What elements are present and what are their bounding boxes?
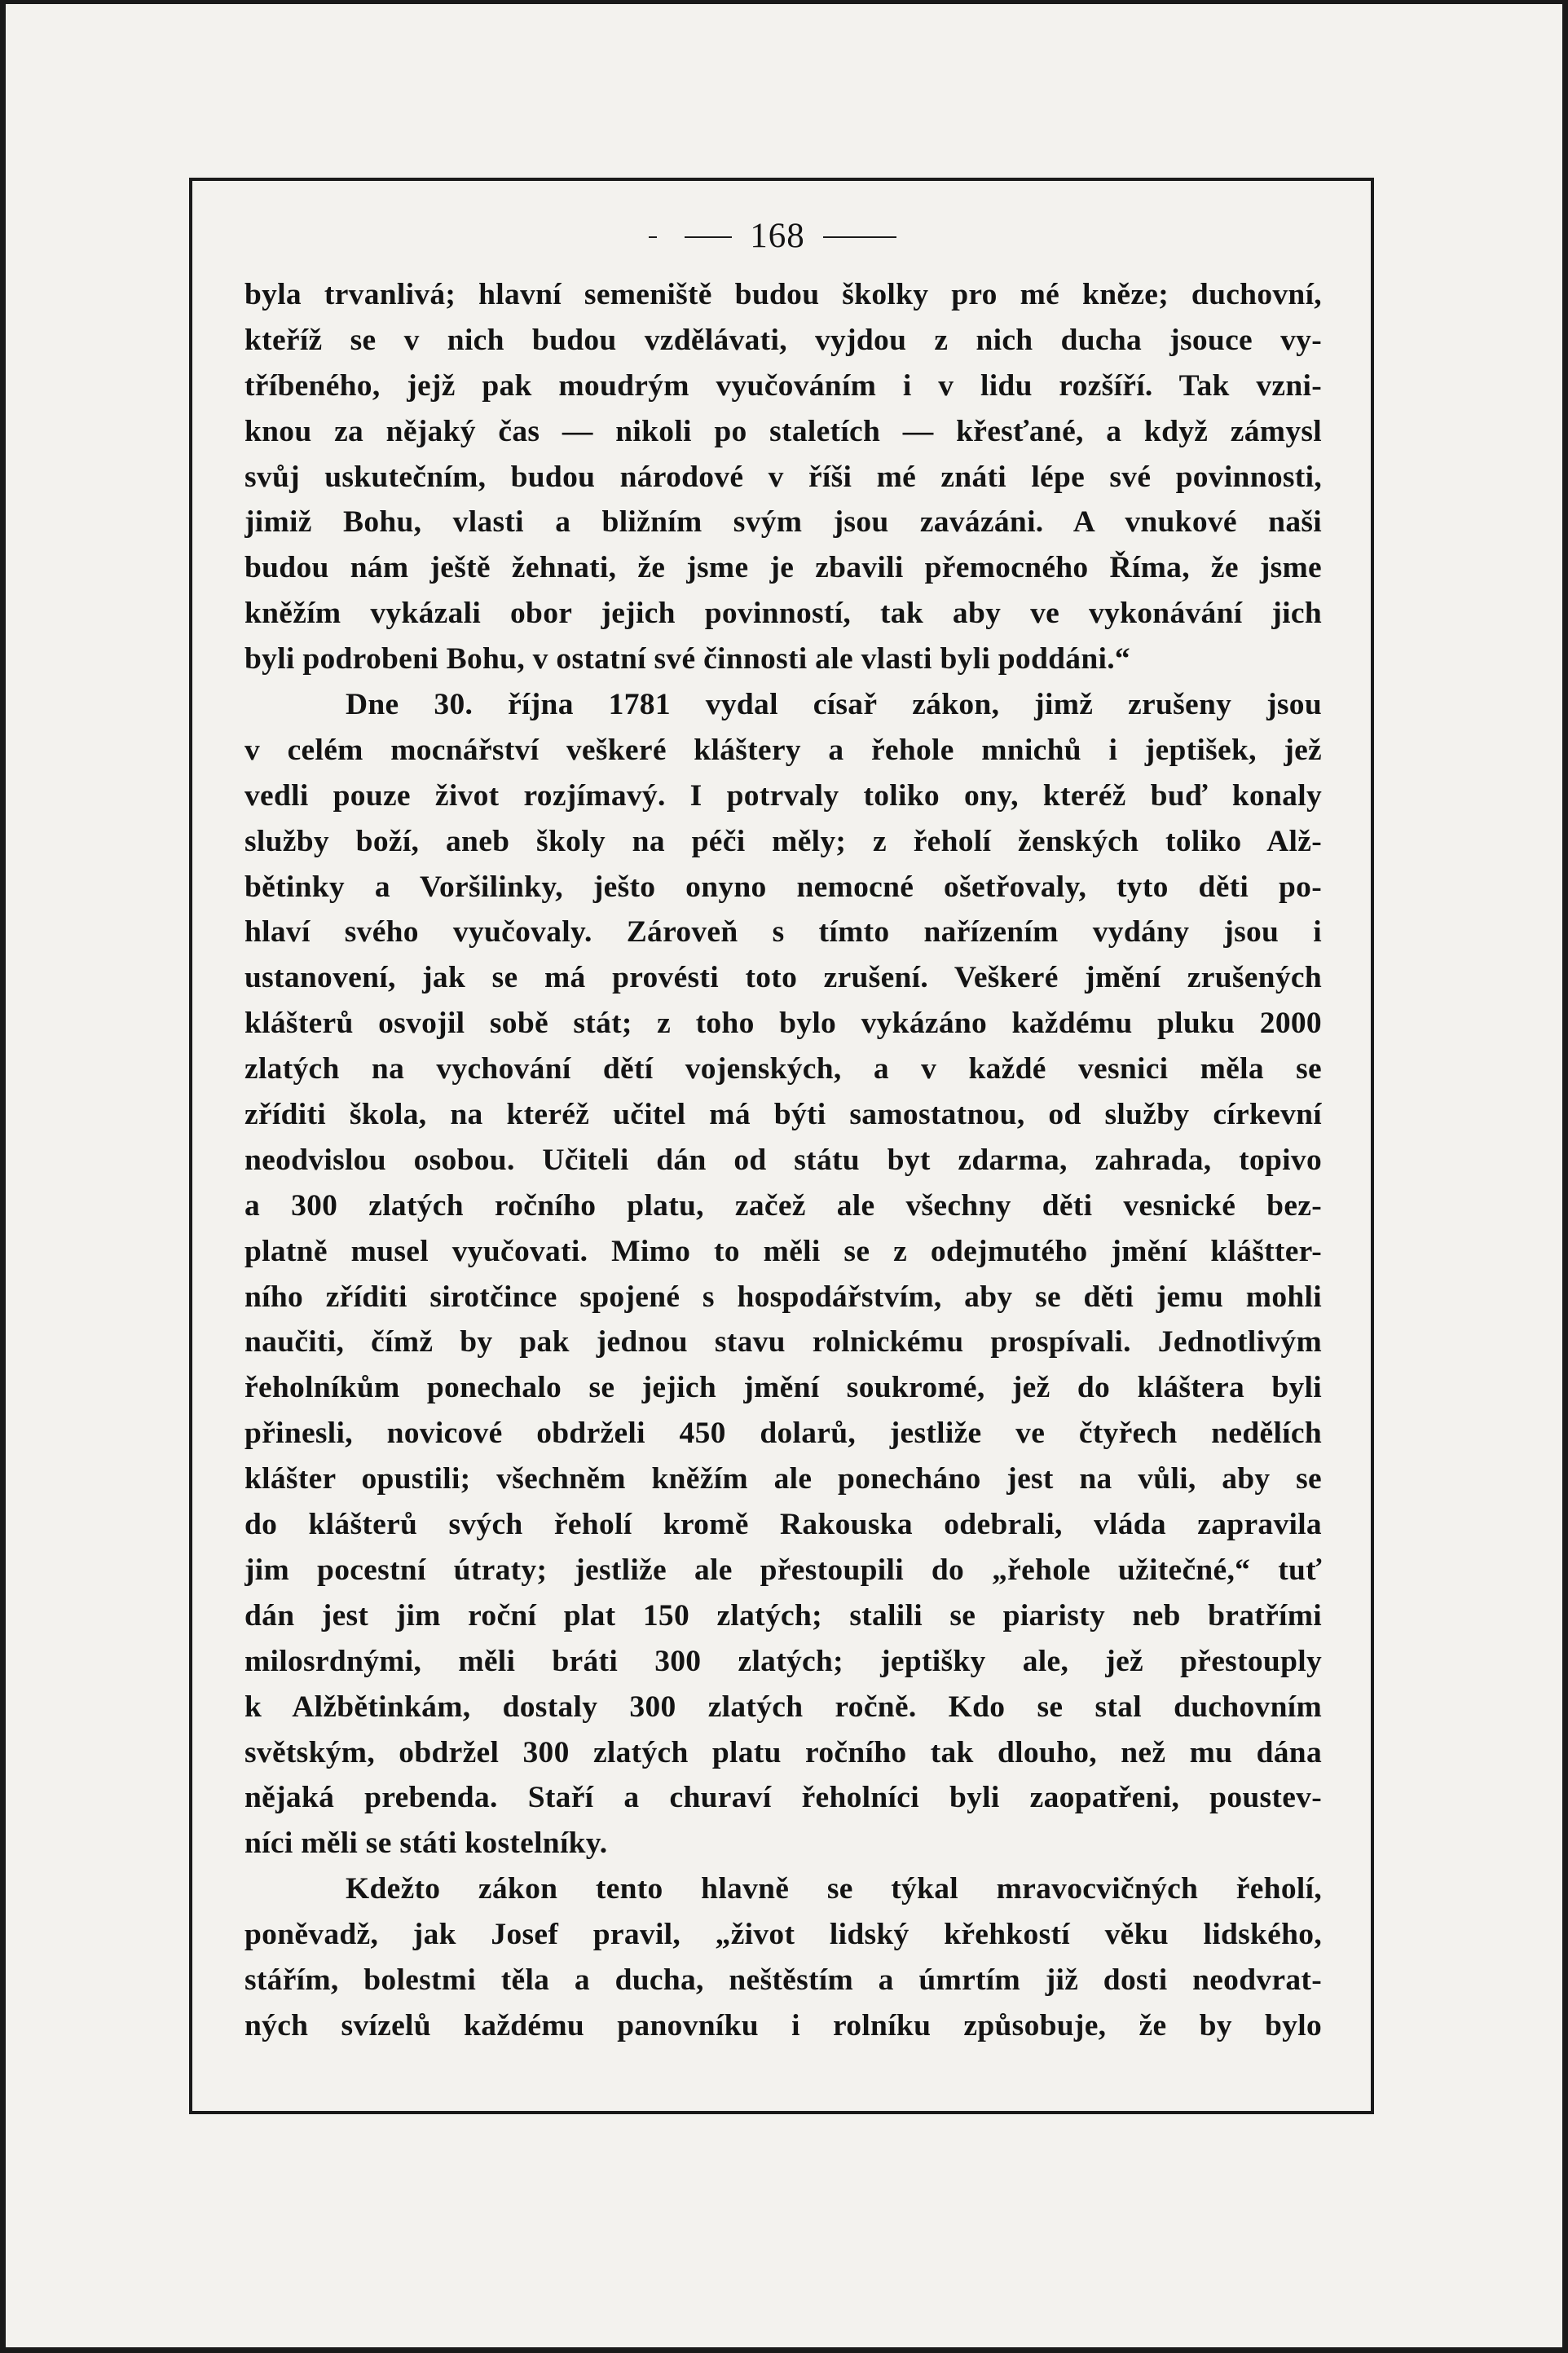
header-rule-right bbox=[823, 236, 896, 238]
text-line: jim pocestní útraty; jestliže ale přestoupili do „řehole užitečné,“ tuť bbox=[244, 1553, 1322, 1587]
text-line: svůj uskutečním, budou národové v říši mé znáti lépe své povinnosti, bbox=[244, 460, 1322, 494]
text-line: budou nám ještě žehnati, že jsme je zbavili přemocného Říma, že jsme bbox=[244, 551, 1322, 585]
text-line: nějaká prebenda. Staří a churaví řeholníci byli zaopatřeni, poustev- bbox=[244, 1781, 1322, 1815]
text-line: k Alžbětinkám, dostaly 300 zlatých ročně. Kdo se stal duchovním bbox=[244, 1690, 1322, 1724]
text-line: ných svízelů každému panovníku i rolníku způsobuje, že by bylo bbox=[244, 2008, 1322, 2042]
text-line: a 300 zlatých ročního platu, začež ale všechny děti vesnické bez- bbox=[244, 1188, 1322, 1223]
text-line: do klášterů svých řeholí kromě Rakouska odebrali, vláda zapravila bbox=[244, 1508, 1322, 1542]
text-line: knou za nějaký čas — nikoli po staletích — křesťané, a když zámysl bbox=[244, 414, 1322, 448]
text-line: Kdežto zákon tento hlavně se týkal mravocvičných řeholí, bbox=[346, 1872, 1322, 1906]
text-line: kteříž se v nich budou vzdělávati, vyjdou z nich ducha jsouce vy- bbox=[244, 323, 1322, 357]
text-line: kněžím vykázali obor jejich povinností, tak aby ve vykonávání jich bbox=[244, 597, 1322, 631]
text-line: řeholníkům ponechalo se jejich jmění soukromé, jež do kláštera byli bbox=[244, 1371, 1322, 1405]
text-line: poněvadž, jak Josef pravil, „život lidský křehkostí věku lidského, bbox=[244, 1918, 1322, 1952]
text-line: služby boží, aneb školy na péči měly; z řeholí ženských toliko Alž- bbox=[244, 824, 1322, 858]
text-line: klášter opustili; všechněm kněžím ale ponecháno jest na vůli, aby se bbox=[244, 1462, 1322, 1496]
text-line: níci měli se státi kostelníky. bbox=[244, 1826, 608, 1861]
text-line: zlatých na vychování dětí vojenských, a v každé vesnici měla se bbox=[244, 1052, 1322, 1086]
text-line: v celém mocnářství veškeré kláštery a řehole mnichů i jeptišek, jež bbox=[244, 733, 1322, 767]
text-line: zříditi škola, na kteréž učitel má býti samostatnou, od služby církevní bbox=[244, 1098, 1322, 1132]
text-line: ního zříditi sirotčince spojené s hospodářstvím, aby se děti jemu mohli bbox=[244, 1280, 1322, 1314]
text-line: milosrdnými, měli bráti 300 zlatých; jeptišky ale, jež přestouply bbox=[244, 1644, 1322, 1678]
text-line: naučiti, čímž by pak jednou stavu rolnickému prospívali. Jednotlivým bbox=[244, 1325, 1322, 1359]
text-line: byla trvanlivá; hlavní semeniště budou školky pro mé kněze; duchovní, bbox=[244, 278, 1322, 311]
text-line: neodvislou osobou. Učiteli dán od státu byt zdarma, zahrada, topivo bbox=[244, 1143, 1322, 1177]
text-line: klášterů osvojil sobě stát; z toho bylo vykázáno každému pluku 2000 bbox=[244, 1007, 1322, 1041]
text-line: jimiž Bohu, vlasti a bližním svým jsou zavázáni. A vnukové naši bbox=[244, 505, 1322, 540]
header-rule-dot bbox=[649, 236, 657, 238]
text-line: hlaví svého vyučovaly. Zároveň s tímto nařízením vydány jsou i bbox=[244, 915, 1322, 950]
text-line: platně musel vyučovati. Mimo to měli se z odejmutého jmění kláštter- bbox=[244, 1234, 1322, 1268]
text-line: přinesli, novicové obdrželi 450 dolarů, jestliže ve čtyřech nedělích bbox=[244, 1417, 1322, 1451]
text-line: byli podrobeni Bohu, v ostatní své činnosti ale vlasti byli poddáni.“ bbox=[244, 642, 1130, 676]
body-text bbox=[244, 272, 1322, 2049]
text-line: Dne 30. října 1781 vydal císař zákon, jimž zrušeny jsou bbox=[346, 688, 1322, 722]
text-line: vedli pouze život rozjímavý. I potrvaly toliko ony, kteréž buď konaly bbox=[244, 778, 1322, 813]
text-block-frame bbox=[189, 178, 1374, 2114]
text-line: stářím, bolestmi těla a ducha, neštěstím a úmrtím již dosti neodvrat- bbox=[244, 1963, 1322, 1997]
page-number: 168 bbox=[750, 217, 805, 255]
text-line: bětinky a Voršilinky, ješto onyno nemocné ošetřovaly, tyto děti po- bbox=[244, 870, 1322, 904]
text-line: světským, obdržel 300 zlatých platu ročního tak dlouho, než mu dána bbox=[244, 1735, 1322, 1769]
text-line: ustanovení, jak se má provésti toto zrušení. Veškeré jmění zrušených bbox=[244, 961, 1322, 995]
text-line: dán jest jim roční plat 150 zlatých; stalili se piaristy neb bratřími bbox=[244, 1598, 1322, 1633]
header-rule-left bbox=[685, 236, 732, 238]
page-header bbox=[192, 218, 1371, 253]
text-line: tříbeného, jejž pak moudrým vyučováním i v lidu rozšíří. Tak vzni- bbox=[244, 368, 1322, 403]
